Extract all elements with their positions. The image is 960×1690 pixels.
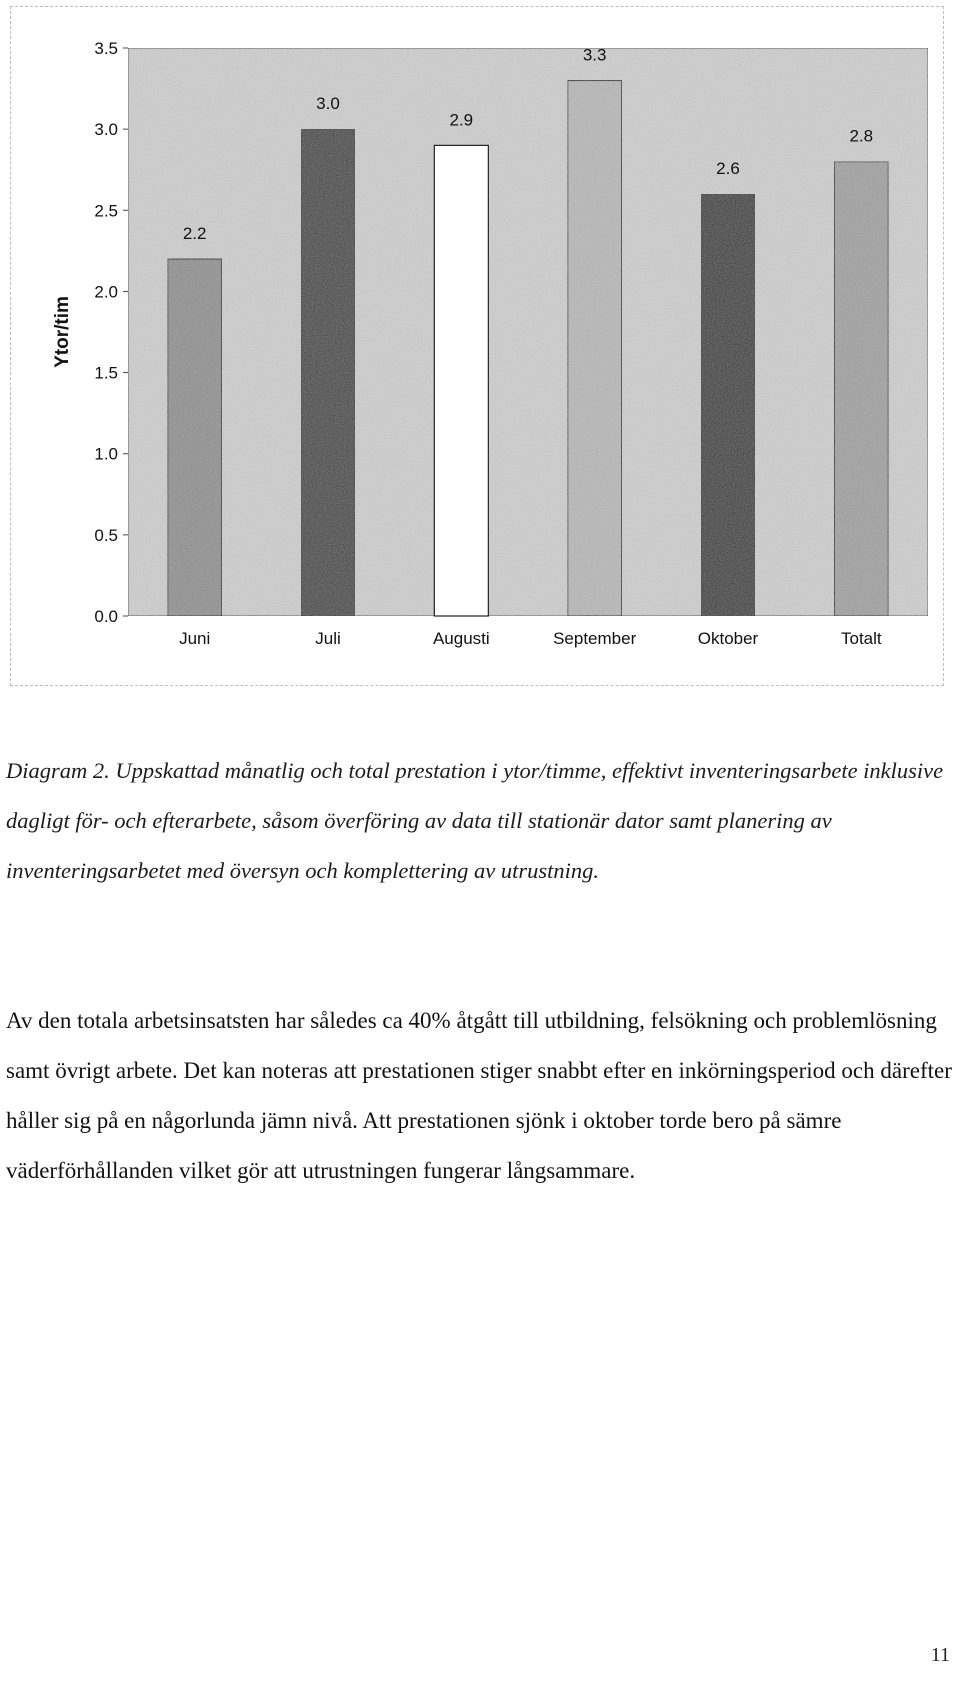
y-tick-label: 3.0 bbox=[94, 120, 118, 140]
data-label: 3.0 bbox=[316, 94, 340, 114]
x-axis-labels bbox=[179, 629, 882, 648]
data-label: 2.6 bbox=[716, 159, 740, 179]
y-tick-label: 0.5 bbox=[94, 525, 118, 545]
y-tick-label: 3.5 bbox=[94, 39, 118, 58]
bar-chart bbox=[0, 0, 960, 700]
figure-caption: Diagram 2. Uppskattad månatlig och total prestation i ytor/timme, effektivt inventeringsarbete inklusive dagligt för- och efterarbete, såsom överföring av data till stationär dator samt planering av inventeringsarbetet med översyn och komplettering av utrustning. bbox=[6, 758, 944, 883]
y-axis-label: Ytor/tim bbox=[52, 296, 73, 368]
data-label: 2.2 bbox=[182, 223, 207, 243]
x-tick-label: Totalt bbox=[841, 629, 882, 648]
bar-juni bbox=[168, 259, 222, 616]
bar-september bbox=[568, 80, 622, 616]
y-axis-ticks bbox=[94, 39, 128, 626]
x-tick-label: Oktober bbox=[697, 629, 759, 648]
data-label: 3.3 bbox=[582, 45, 607, 65]
y-tick-label: 2.0 bbox=[94, 282, 118, 302]
x-tick-label: Juni bbox=[179, 629, 211, 648]
data-label: 2.8 bbox=[849, 126, 874, 146]
body-paragraph: Av den totala arbetsinsatsten har således ca 40% åtgått till utbildning, felsökning och problemlösning samt övrigt arbete. Det kan noteras att prestationen stiger snabbt efter en inkörningsperiod och därefter håller sig på en någorlunda jämn nivå. Att prestationen sjönk i oktober torde bero på sämre väderförhållanden vilket gör att utrustningen fungerar långsammare. bbox=[6, 1008, 952, 1183]
bar-oktober bbox=[701, 194, 755, 616]
y-tick-label: 0.0 bbox=[94, 607, 118, 626]
y-tick-label: 1.0 bbox=[94, 444, 118, 464]
bar-augusti bbox=[434, 145, 488, 616]
y-tick-label: 2.5 bbox=[94, 201, 118, 221]
x-tick-label: Augusti bbox=[432, 629, 490, 648]
bar-juli bbox=[301, 129, 355, 616]
plot-area bbox=[128, 48, 928, 616]
page-number: 11 bbox=[930, 1644, 950, 1666]
y-tick-label: 1.5 bbox=[94, 363, 118, 383]
bar-totalt bbox=[834, 162, 888, 616]
x-tick-label: September bbox=[553, 629, 637, 648]
data-label: 2.9 bbox=[449, 110, 474, 130]
x-tick-label: Juli bbox=[315, 629, 341, 648]
